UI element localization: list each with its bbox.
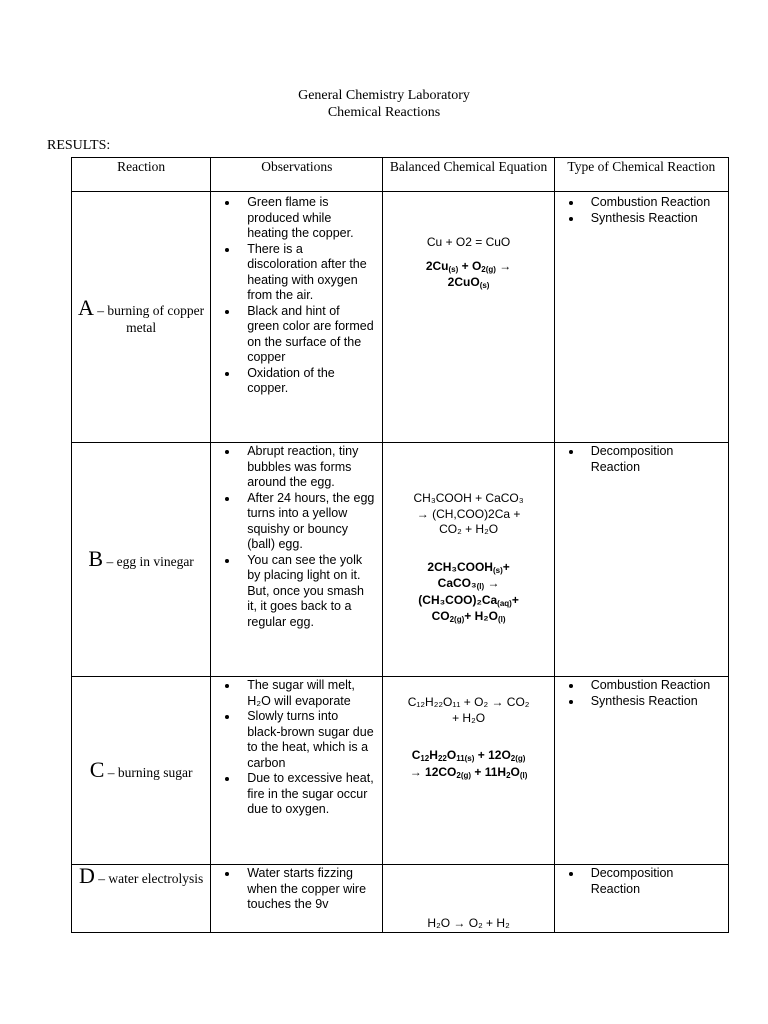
eq-part: 2CuO bbox=[447, 275, 480, 289]
type-cell bbox=[554, 192, 728, 443]
type-item: • Synthesis Reaction bbox=[583, 694, 720, 710]
results-label: RESULTS: bbox=[47, 138, 111, 153]
observations-cell bbox=[211, 677, 383, 865]
reaction-name: water electrolysis bbox=[108, 871, 204, 886]
eq-sub: (l) bbox=[519, 770, 528, 780]
equation-plain bbox=[383, 491, 553, 538]
eq-sub: 2(g) bbox=[481, 264, 496, 274]
eq-part: + bbox=[502, 559, 510, 574]
eq-part: + 11H bbox=[471, 764, 507, 779]
table-row bbox=[72, 677, 729, 865]
observations-cell bbox=[211, 865, 383, 933]
table-header-row bbox=[72, 158, 729, 192]
eq-sub: 22 bbox=[437, 754, 447, 763]
equation-plain bbox=[383, 695, 553, 726]
observation-item: • You can see the yolk by placing light on it. But, once you smash it, it goes back to a regular egg. bbox=[239, 553, 374, 631]
eq-part: O bbox=[446, 748, 457, 762]
type-cell bbox=[554, 865, 728, 933]
reaction-cell bbox=[72, 443, 211, 677]
eq-sub: 2(g) bbox=[456, 770, 472, 780]
column-header-equation: Balanced Chemical Equation bbox=[383, 158, 554, 192]
document-title: General Chemistry Laboratory bbox=[298, 88, 470, 103]
eq-part: (CH₃COO)₂Ca bbox=[418, 592, 498, 607]
eq-part: + bbox=[511, 592, 519, 607]
reaction-dash: – bbox=[103, 553, 117, 569]
eq-part: → bbox=[495, 258, 512, 273]
type-item: • Synthesis Reaction bbox=[583, 211, 720, 227]
equation-balanced bbox=[383, 259, 553, 292]
equation-cell bbox=[383, 443, 554, 677]
equation-balanced bbox=[383, 560, 553, 626]
observation-item: • Water starts fizzing when the copper wire touches the 9v bbox=[239, 866, 374, 913]
observation-item: • Black and hint of green color are formed on the surface of the copper bbox=[239, 304, 374, 366]
observation-item: • Oxidation of the copper. bbox=[239, 366, 374, 397]
reaction-name: burning sugar bbox=[117, 764, 193, 780]
reaction-dash: – bbox=[94, 871, 109, 886]
type-cell bbox=[554, 443, 728, 677]
observation-item: • The sugar will melt, H₂O will evaporate bbox=[239, 678, 374, 709]
eq-part: CO bbox=[431, 609, 450, 623]
eq-sub: 2 bbox=[506, 770, 511, 780]
document-subtitle: Chemical Reactions bbox=[327, 105, 441, 120]
reaction-letter: C bbox=[89, 756, 105, 782]
eq-part: O bbox=[510, 764, 520, 779]
observation-item: • After 24 hours, the egg turns into a yellow squishy or bouncy (ball) egg. bbox=[239, 491, 374, 553]
eq-sub: (s) bbox=[448, 264, 459, 274]
reaction-letter: D bbox=[78, 863, 95, 888]
equation-plain: Cu + O2 = CuO bbox=[426, 235, 511, 249]
eq-part: 2CH₃COOH bbox=[427, 559, 493, 574]
observations-cell bbox=[211, 192, 383, 443]
eq-sub: 2(g) bbox=[510, 754, 526, 763]
table-row bbox=[72, 865, 729, 933]
eq-sub: (l) bbox=[476, 582, 485, 591]
reaction-dash: – bbox=[93, 302, 108, 318]
eq-part: + H₂O bbox=[464, 609, 498, 623]
eq-sub: (l) bbox=[497, 615, 506, 624]
column-header-observations: Observations bbox=[211, 158, 383, 192]
type-item: • Decomposition Reaction bbox=[583, 444, 720, 475]
eq-sub: 12 bbox=[420, 754, 430, 763]
equation-cell bbox=[383, 192, 554, 443]
type-item: • Decomposition Reaction bbox=[583, 866, 720, 897]
reaction-name: egg in vinegar bbox=[116, 553, 194, 569]
eq-part: → 12CO bbox=[409, 764, 457, 779]
equation-balanced bbox=[383, 748, 553, 781]
eq-part: C₁₂H₂₂O₁₁ + O₂ → CO₂ bbox=[407, 695, 530, 709]
observation-item: • Abrupt reaction, tiny bubbles was forms around the egg. bbox=[239, 444, 374, 491]
type-item: • Combustion Reaction bbox=[583, 678, 720, 694]
eq-part: C bbox=[411, 748, 421, 762]
observations-cell bbox=[211, 443, 383, 677]
column-header-reaction: Reaction bbox=[72, 158, 211, 192]
reaction-cell bbox=[72, 677, 211, 865]
eq-sub: (aq) bbox=[497, 598, 512, 608]
eq-part: 2Cu bbox=[425, 258, 449, 273]
eq-sub: 11(s) bbox=[456, 754, 475, 763]
eq-part: + 12O bbox=[474, 748, 511, 762]
observation-item: • Due to excessive heat, fire in the sugar occur due to oxygen. bbox=[239, 771, 374, 818]
eq-part: → bbox=[484, 576, 500, 590]
results-table bbox=[71, 157, 729, 933]
reaction-letter: A bbox=[78, 294, 94, 320]
reaction-dash: – bbox=[104, 764, 118, 780]
equation-cell bbox=[383, 677, 554, 865]
eq-part: → (CH,COO)2Ca + bbox=[416, 506, 521, 521]
eq-sub: 2(g) bbox=[449, 615, 465, 624]
column-header-type: Type of Chemical Reaction bbox=[554, 158, 728, 192]
reaction-name: burning of copper metal bbox=[107, 302, 205, 335]
eq-part: + O bbox=[458, 258, 482, 273]
reaction-cell bbox=[72, 192, 211, 443]
observation-item: • Slowly turns into black-brown sugar due to the heat, which is a carbon bbox=[239, 709, 374, 771]
observation-item: • Green flame is produced while heating the copper. bbox=[239, 195, 374, 242]
eq-sub: (s) bbox=[479, 281, 490, 290]
eq-part: CO₂ + H₂O bbox=[439, 522, 499, 536]
eq-part: H bbox=[429, 748, 438, 762]
table-row bbox=[72, 192, 729, 443]
eq-sub: (s) bbox=[492, 565, 503, 575]
reaction-letter: B bbox=[88, 545, 104, 571]
equation-cell bbox=[383, 865, 554, 933]
equation-plain: H₂O → O₂ + H₂ bbox=[427, 916, 510, 930]
eq-part: CH₃COOH + CaCO₃ bbox=[413, 491, 524, 505]
eq-part: + H₂O bbox=[452, 710, 486, 725]
eq-part: CaCO₃ bbox=[437, 576, 477, 590]
table-row bbox=[72, 443, 729, 677]
type-cell bbox=[554, 677, 728, 865]
type-item: • Combustion Reaction bbox=[583, 195, 720, 211]
observation-item: • There is a discoloration after the heating with oxygen from the air. bbox=[239, 242, 374, 304]
reaction-cell bbox=[72, 865, 211, 933]
